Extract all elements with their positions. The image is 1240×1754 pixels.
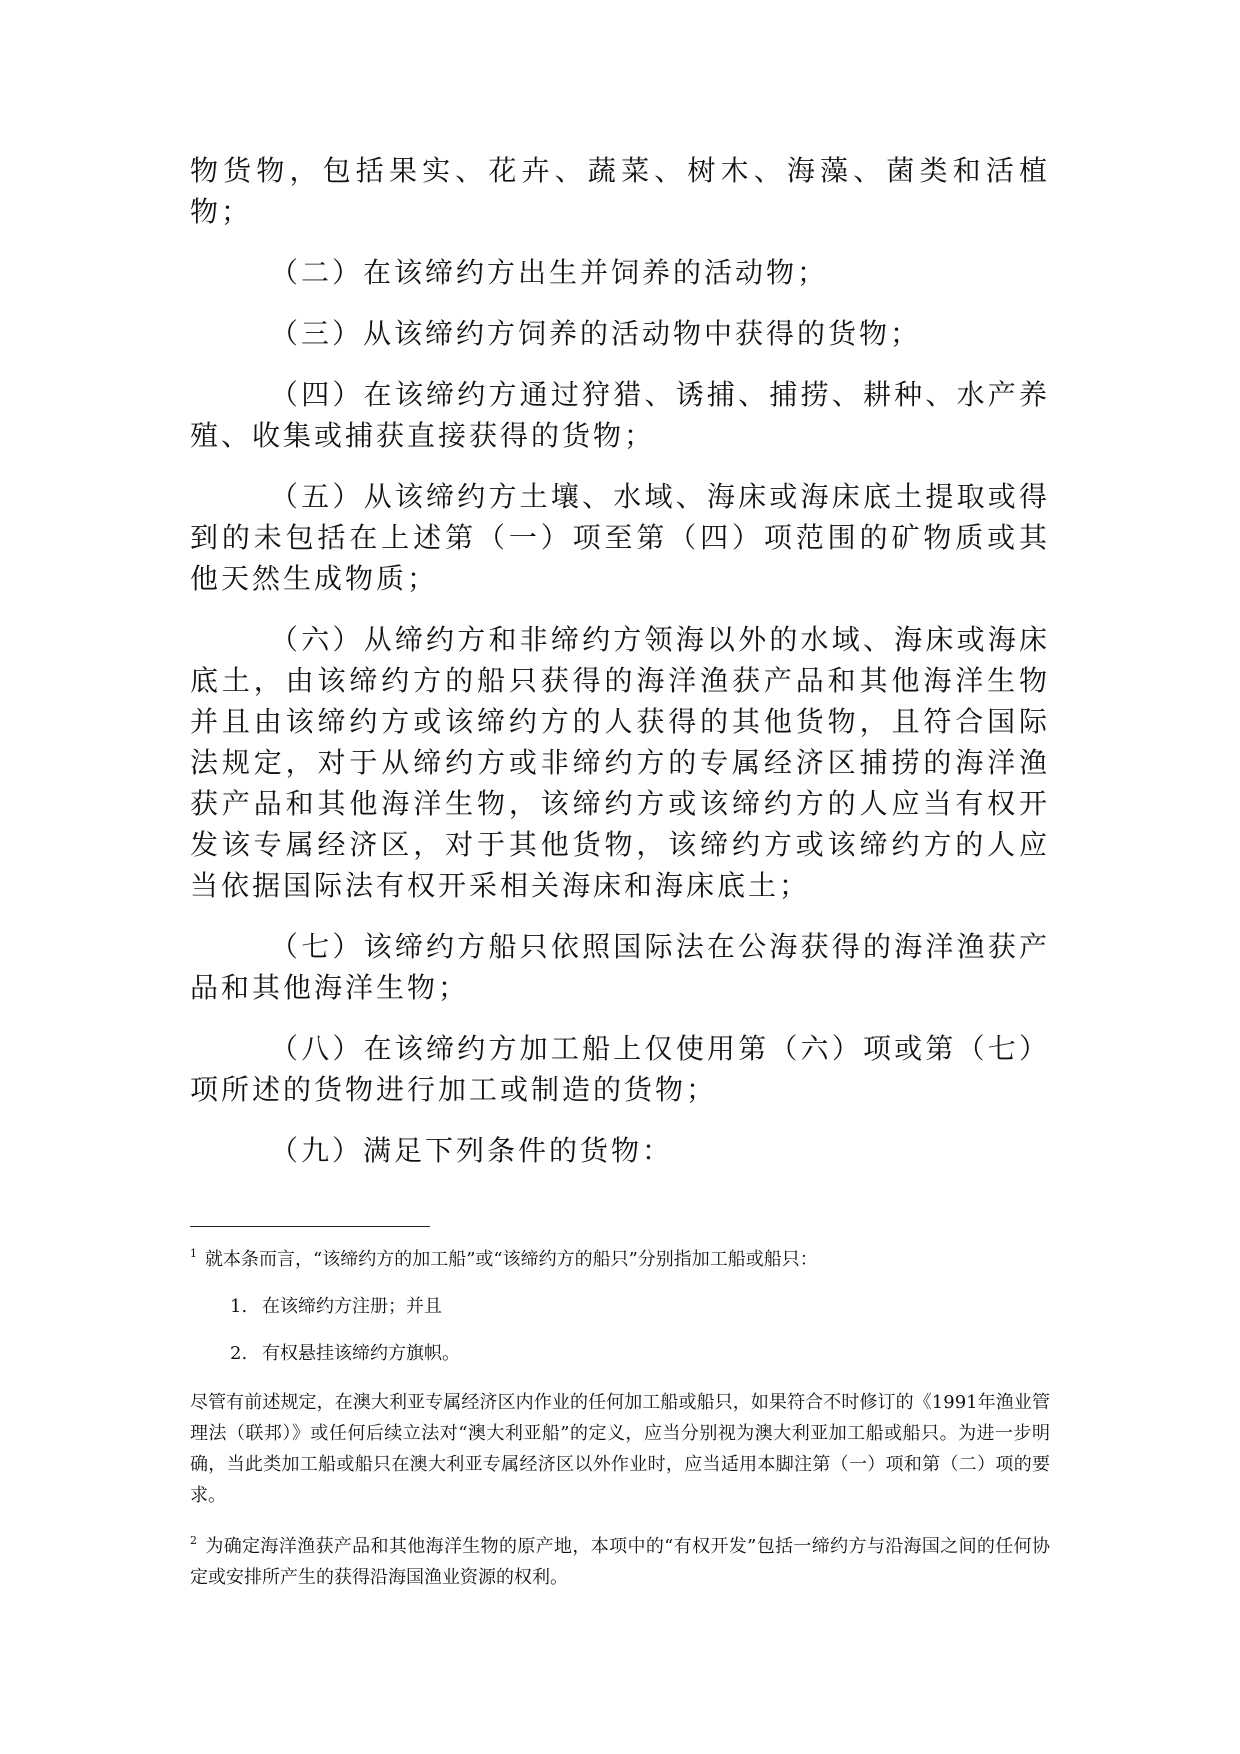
footnote-1-subitem-1	[190, 1291, 1050, 1322]
item-2: （二）在该缔约方出生并饲养的活动物；	[270, 256, 829, 289]
continuation-paragraph: 物货物，包括果实、花卉、蔬菜、树木、海藻、菌类和活植物；	[190, 154, 1050, 228]
footnotes	[190, 1238, 1050, 1593]
footnote-1-mark: 1	[190, 1247, 197, 1260]
item-3: （三）从该缔约方饲养的活动物中获得的货物；	[270, 317, 922, 350]
footnote-2	[190, 1525, 1050, 1593]
main-text	[190, 150, 1050, 1191]
item-8: （八）在该缔约方加工船上仅使用第（六）项或第（七）项所述的货物进行加工或制造的货物；	[190, 1032, 1050, 1106]
subitem-number: 2.	[230, 1343, 248, 1364]
footnote-divider	[190, 1226, 430, 1227]
footnote-2-mark: 2	[190, 1534, 197, 1547]
footnote-2-text: 为确定海洋渔获产品和其他海洋生物的原产地，本项中的“有权开发”包括一缔约方与沿海国之间的任何协定或安排所产生的获得沿海国渔业资源的权利。	[190, 1536, 1050, 1588]
item-9: （九）满足下列条件的货物：	[270, 1134, 674, 1167]
item-6-part2: 获得的海洋渔获产品和其他海洋生物并且由该缔约方或该缔约方的人获得的其他货物，且符合国际法规定，对于从缔约方或非缔约方的专属经济区捕捞的海洋渔获产品和其他海洋生物，该缔约方或该缔约方的人应当有权开发	[190, 664, 1050, 861]
item-7: （七）该缔约方船只依照国际法在公海获得的海洋渔获产品和其他海洋生物；	[190, 930, 1050, 1004]
item-6	[190, 619, 1050, 906]
subitem-text: 在该缔约方注册；并且	[262, 1296, 442, 1317]
item-5: （五）从该缔约方土壤、水域、海床或海床底土提取或得到的未包括在上述第（一）项至第（四）项范围的矿物质或其他天然生成物质；	[190, 480, 1050, 595]
item-4: （四）在该缔约方通过狩猎、诱捕、捕捞、耕种、水产养殖、收集或捕获直接获得的货物；	[190, 378, 1050, 452]
footnote-1-paragraph: 尽管有前述规定，在澳大利亚专属经济区内作业的任何加工船或船只，如果符合不时修订的《1991年渔业管理法（联邦）》或任何后续立法对“澳大利亚船”的定义，应当分别视为澳大利亚加工船或船只。为进一步明确，当此类加工船或船只在澳大利亚专属经济区以外作业时，应当适用本脚注第（一）项和第（二）项的要求。	[190, 1392, 1050, 1506]
footnote-1	[190, 1238, 1050, 1275]
footnote-1-text: 就本条而言，“该缔约方的加工船”或“该缔约方的船只”分别指加工船或船只：	[205, 1249, 818, 1270]
subitem-text: 有权悬挂该缔约方旗帜。	[262, 1343, 460, 1364]
subitem-number: 1.	[230, 1296, 248, 1317]
item-6-part3: 该专属经济区，对于其他货物，该缔约方或该缔约方的人应当依据国际法有权开采相关海床和海床底土；	[190, 828, 1050, 902]
footnote-1-subitem-2	[190, 1338, 1050, 1369]
item-6-part1: （六）从缔约方和非缔约方领海以外的水域、海床或海床底土，由该缔约方的船只	[190, 623, 1050, 697]
